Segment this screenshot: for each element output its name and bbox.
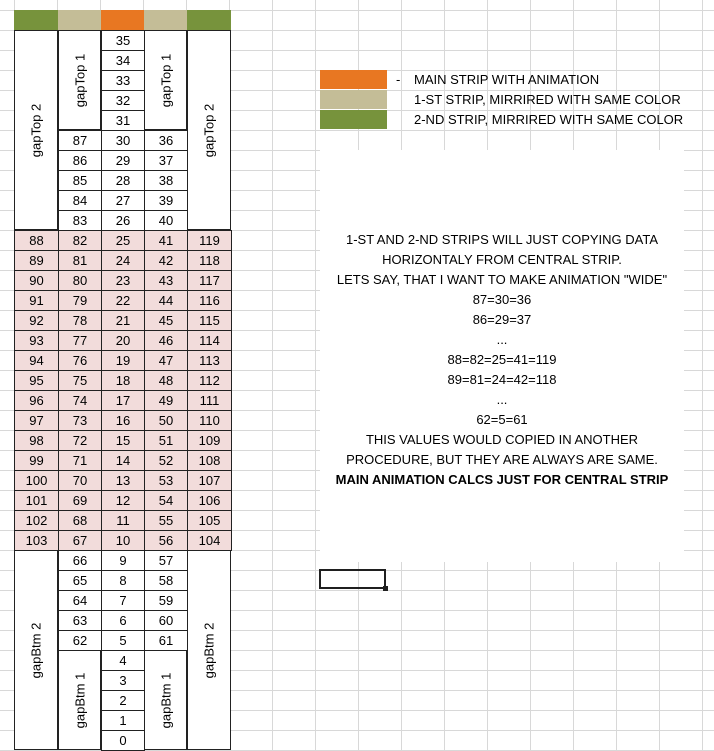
note-line: 89=81=24=42=118 xyxy=(447,372,557,387)
cell-strip2-right[interactable]: 107 xyxy=(187,470,232,491)
gap-top-2-left-label: gapTop 2 xyxy=(28,103,44,157)
gap-btm-2-right[interactable] xyxy=(187,550,231,750)
gap-top-2-left[interactable] xyxy=(14,30,58,230)
cell-center[interactable]: 34 xyxy=(101,50,145,71)
note-line: THIS VALUES WOULD COPIED IN ANOTHER xyxy=(365,432,639,447)
note-line: ... xyxy=(496,332,508,347)
cell-strip2-right[interactable]: 110 xyxy=(187,410,232,431)
cell-center[interactable]: 20 xyxy=(101,330,145,351)
cell-strip2-right[interactable]: 116 xyxy=(187,290,232,311)
note-line: 88=82=25=41=119 xyxy=(447,352,557,367)
cell-strip2-left[interactable]: 95 xyxy=(14,370,59,391)
cell-strip1-left[interactable]: 78 xyxy=(58,310,102,331)
cell-strip2-left[interactable]: 103 xyxy=(14,530,59,551)
cell-center[interactable]: 5 xyxy=(101,630,145,651)
cell-center[interactable]: 13 xyxy=(101,470,145,491)
cell-center[interactable]: 24 xyxy=(101,250,145,271)
cell-strip1-right[interactable]: 43 xyxy=(144,270,188,291)
cell-center[interactable]: 9 xyxy=(101,550,145,571)
cell-strip1-left[interactable]: 76 xyxy=(58,350,102,371)
cell-strip1-left[interactable]: 72 xyxy=(58,430,102,451)
legend-swatch-orange[interactable] xyxy=(320,70,387,89)
note-line: ... xyxy=(496,392,508,407)
cell-strip1-right[interactable]: 50 xyxy=(144,410,188,431)
cell-strip1-left[interactable]: 68 xyxy=(58,510,102,531)
cell-strip1-right[interactable]: 60 xyxy=(144,610,188,631)
cell-strip1-left[interactable]: 80 xyxy=(58,270,102,291)
cell-center[interactable]: 27 xyxy=(101,190,145,211)
cell-center[interactable]: 3 xyxy=(101,670,145,691)
header-tan-left[interactable] xyxy=(58,10,101,30)
cell-strip1-right[interactable]: 54 xyxy=(144,490,188,511)
cell-strip1-left[interactable]: 69 xyxy=(58,490,102,511)
cell-strip1-left[interactable]: 74 xyxy=(58,390,102,411)
header-orange-center[interactable] xyxy=(101,10,144,30)
cell-strip1-right[interactable]: 39 xyxy=(144,190,188,211)
cell-center[interactable]: 15 xyxy=(101,430,145,451)
note-line: LETS SAY, THAT I WANT TO MAKE ANIMATION "WIDE" xyxy=(336,272,668,287)
cell-strip2-left[interactable]: 88 xyxy=(14,230,59,251)
legend-swatch-green[interactable] xyxy=(320,110,387,129)
cell-strip1-right[interactable]: 48 xyxy=(144,370,188,391)
gap-btm-1-right[interactable] xyxy=(144,650,187,750)
note-line: 87=30=36 xyxy=(472,292,532,307)
cell-strip1-left[interactable]: 63 xyxy=(58,610,102,631)
cell-strip1-left[interactable]: 83 xyxy=(58,210,102,231)
cell-strip1-left[interactable]: 64 xyxy=(58,590,102,611)
cell-strip1-right[interactable]: 36 xyxy=(144,130,188,151)
gap-top-2-right[interactable] xyxy=(187,30,231,230)
cell-strip2-right[interactable]: 111 xyxy=(187,390,232,411)
gap-btm-2-right-label: gapBtm 2 xyxy=(201,622,217,678)
cell-center[interactable]: 31 xyxy=(101,110,145,131)
cell-strip1-right[interactable]: 44 xyxy=(144,290,188,311)
cell-strip1-right[interactable]: 40 xyxy=(144,210,188,231)
cell-strip2-right[interactable]: 104 xyxy=(187,530,232,551)
gap-btm-1-left[interactable] xyxy=(58,650,101,750)
cell-center[interactable]: 29 xyxy=(101,150,145,171)
cell-strip2-right[interactable]: 105 xyxy=(187,510,232,531)
cell-center[interactable]: 32 xyxy=(101,90,145,111)
cell-strip1-right[interactable]: 46 xyxy=(144,330,188,351)
cell-strip1-right[interactable]: 41 xyxy=(144,230,188,251)
cell-strip1-left[interactable]: 67 xyxy=(58,530,102,551)
cell-strip2-left[interactable]: 98 xyxy=(14,430,59,451)
cell-strip1-right[interactable]: 38 xyxy=(144,170,188,191)
gap-btm-1-right-label: gapBtm 1 xyxy=(158,672,173,728)
cell-strip2-right[interactable]: 117 xyxy=(187,270,232,291)
gap-btm-2-left-label: gapBtm 2 xyxy=(28,622,44,678)
cell-strip1-left[interactable]: 85 xyxy=(58,170,102,191)
cell-center[interactable]: 12 xyxy=(101,490,145,511)
cell-center[interactable]: 35 xyxy=(101,30,145,51)
cell-center[interactable]: 8 xyxy=(101,570,145,591)
gap-top-1-right[interactable] xyxy=(144,30,187,130)
cell-strip2-right[interactable]: 109 xyxy=(187,430,232,451)
cell-strip1-left[interactable]: 84 xyxy=(58,190,102,211)
header-green-right[interactable] xyxy=(187,10,231,30)
cell-strip1-right[interactable]: 55 xyxy=(144,510,188,531)
cell-center[interactable]: 4 xyxy=(101,650,145,671)
cell-strip2-left[interactable]: 102 xyxy=(14,510,59,531)
cell-strip1-left[interactable]: 71 xyxy=(58,450,102,471)
cell-strip1-left[interactable]: 77 xyxy=(58,330,102,351)
cell-strip2-left[interactable]: 92 xyxy=(14,310,59,331)
cell-strip2-right[interactable]: 113 xyxy=(187,350,232,371)
cell-strip2-right[interactable]: 108 xyxy=(187,450,232,471)
cell-strip1-right[interactable]: 53 xyxy=(144,470,188,491)
cell-center[interactable]: 14 xyxy=(101,450,145,471)
cell-strip2-left[interactable]: 100 xyxy=(14,470,59,491)
cell-center[interactable]: 33 xyxy=(101,70,145,91)
cell-strip1-right[interactable]: 47 xyxy=(144,350,188,371)
header-tan-right[interactable] xyxy=(144,10,187,30)
cell-strip1-right[interactable]: 52 xyxy=(144,450,188,471)
cell-center[interactable]: 6 xyxy=(101,610,145,631)
note-bold-line: MAIN ANIMATION CALCS JUST FOR CENTRAL STRIP xyxy=(335,472,669,487)
cell-strip2-left[interactable]: 94 xyxy=(14,350,59,371)
note-line: HORIZONTALY FROM CENTRAL STRIP. xyxy=(382,252,622,267)
cell-strip1-left[interactable]: 87 xyxy=(58,130,102,151)
cell-strip2-right[interactable]: 106 xyxy=(187,490,232,511)
selected-cell[interactable] xyxy=(319,569,386,589)
cell-strip1-right[interactable]: 58 xyxy=(144,570,188,591)
note-line: PROCEDURE, BUT THEY ARE ALWAYS ARE SAME. xyxy=(346,452,658,467)
cell-strip2-left[interactable]: 97 xyxy=(14,410,59,431)
cell-center[interactable]: 23 xyxy=(101,270,145,291)
note-line: 1-ST AND 2-ND STRIPS WILL JUST COPYING DATA xyxy=(345,232,659,247)
cell-strip1-left[interactable]: 70 xyxy=(58,470,102,491)
legend-text-second-strip: 2-ND STRIP, MIRRIRED WITH SAME COLOR xyxy=(414,112,684,127)
cell-strip1-left[interactable]: 65 xyxy=(58,570,102,591)
gap-top-1-left[interactable] xyxy=(58,30,101,130)
legend-swatch-tan[interactable] xyxy=(320,90,387,109)
cell-strip2-right[interactable]: 115 xyxy=(187,310,232,331)
cell-strip2-left[interactable]: 90 xyxy=(14,270,59,291)
cell-strip1-left[interactable]: 79 xyxy=(58,290,102,311)
cell-strip1-left[interactable]: 86 xyxy=(58,150,102,171)
cell-strip2-left[interactable]: 99 xyxy=(14,450,59,471)
cell-strip1-right[interactable]: 45 xyxy=(144,310,188,331)
cell-strip1-right[interactable]: 61 xyxy=(144,630,188,651)
cell-center[interactable]: 26 xyxy=(101,210,145,231)
cell-center[interactable]: 30 xyxy=(101,130,145,151)
cell-strip2-right[interactable]: 114 xyxy=(187,330,232,351)
cell-strip2-right[interactable]: 118 xyxy=(187,250,232,271)
cell-center[interactable]: 1 xyxy=(101,710,145,731)
cell-strip2-right[interactable]: 112 xyxy=(187,370,232,391)
legend-text-main-strip: MAIN STRIP WITH ANIMATION xyxy=(414,72,600,87)
cell-center[interactable]: 19 xyxy=(101,350,145,371)
cell-center[interactable]: 17 xyxy=(101,390,145,411)
cell-center[interactable]: 21 xyxy=(101,310,145,331)
cell-center[interactable]: 2 xyxy=(101,690,145,711)
gap-top-1-right-label: gapTop 1 xyxy=(158,53,173,107)
cell-center[interactable]: 25 xyxy=(101,230,145,251)
legend-dash: - xyxy=(396,72,401,87)
gap-btm-1-left-label: gapBtm 1 xyxy=(72,672,87,728)
gap-top-2-right-label: gapTop 2 xyxy=(201,103,217,157)
note-text-box[interactable] xyxy=(320,150,684,562)
cell-center[interactable]: 0 xyxy=(101,730,145,751)
gap-top-1-left-label: gapTop 1 xyxy=(72,53,87,107)
cell-strip1-right[interactable]: 57 xyxy=(144,550,188,571)
cell-strip1-left[interactable]: 66 xyxy=(58,550,102,571)
cell-strip1-left[interactable]: 81 xyxy=(58,250,102,271)
cell-strip1-left[interactable]: 62 xyxy=(58,630,102,651)
cell-strip2-left[interactable]: 101 xyxy=(14,490,59,511)
cell-strip1-right[interactable]: 42 xyxy=(144,250,188,271)
cell-center[interactable]: 22 xyxy=(101,290,145,311)
cell-center[interactable]: 28 xyxy=(101,170,145,191)
legend-text-first-strip: 1-ST STRIP, MIRRIRED WITH SAME COLOR xyxy=(414,92,681,107)
cell-center[interactable]: 18 xyxy=(101,370,145,391)
cell-strip1-right[interactable]: 59 xyxy=(144,590,188,611)
cell-strip1-left[interactable]: 75 xyxy=(58,370,102,391)
cell-strip1-right[interactable]: 56 xyxy=(144,530,188,551)
cell-strip1-right[interactable]: 37 xyxy=(144,150,188,171)
cell-center[interactable]: 7 xyxy=(101,590,145,611)
cell-strip1-right[interactable]: 49 xyxy=(144,390,188,411)
note-line: 86=29=37 xyxy=(472,312,532,327)
cell-center[interactable]: 16 xyxy=(101,410,145,431)
note-line: 62=5=61 xyxy=(476,412,528,427)
gap-btm-2-left[interactable] xyxy=(14,550,58,750)
cell-strip2-left[interactable]: 89 xyxy=(14,250,59,271)
cell-center[interactable]: 10 xyxy=(101,530,145,551)
cell-strip2-left[interactable]: 91 xyxy=(14,290,59,311)
cell-strip2-left[interactable]: 96 xyxy=(14,390,59,411)
cell-strip1-left[interactable]: 82 xyxy=(58,230,102,251)
cell-strip1-left[interactable]: 73 xyxy=(58,410,102,431)
cell-strip2-right[interactable]: 119 xyxy=(187,230,232,251)
cell-strip2-left[interactable]: 93 xyxy=(14,330,59,351)
header-green-left[interactable] xyxy=(14,10,58,30)
cell-strip1-right[interactable]: 51 xyxy=(144,430,188,451)
cell-center[interactable]: 11 xyxy=(101,510,145,531)
